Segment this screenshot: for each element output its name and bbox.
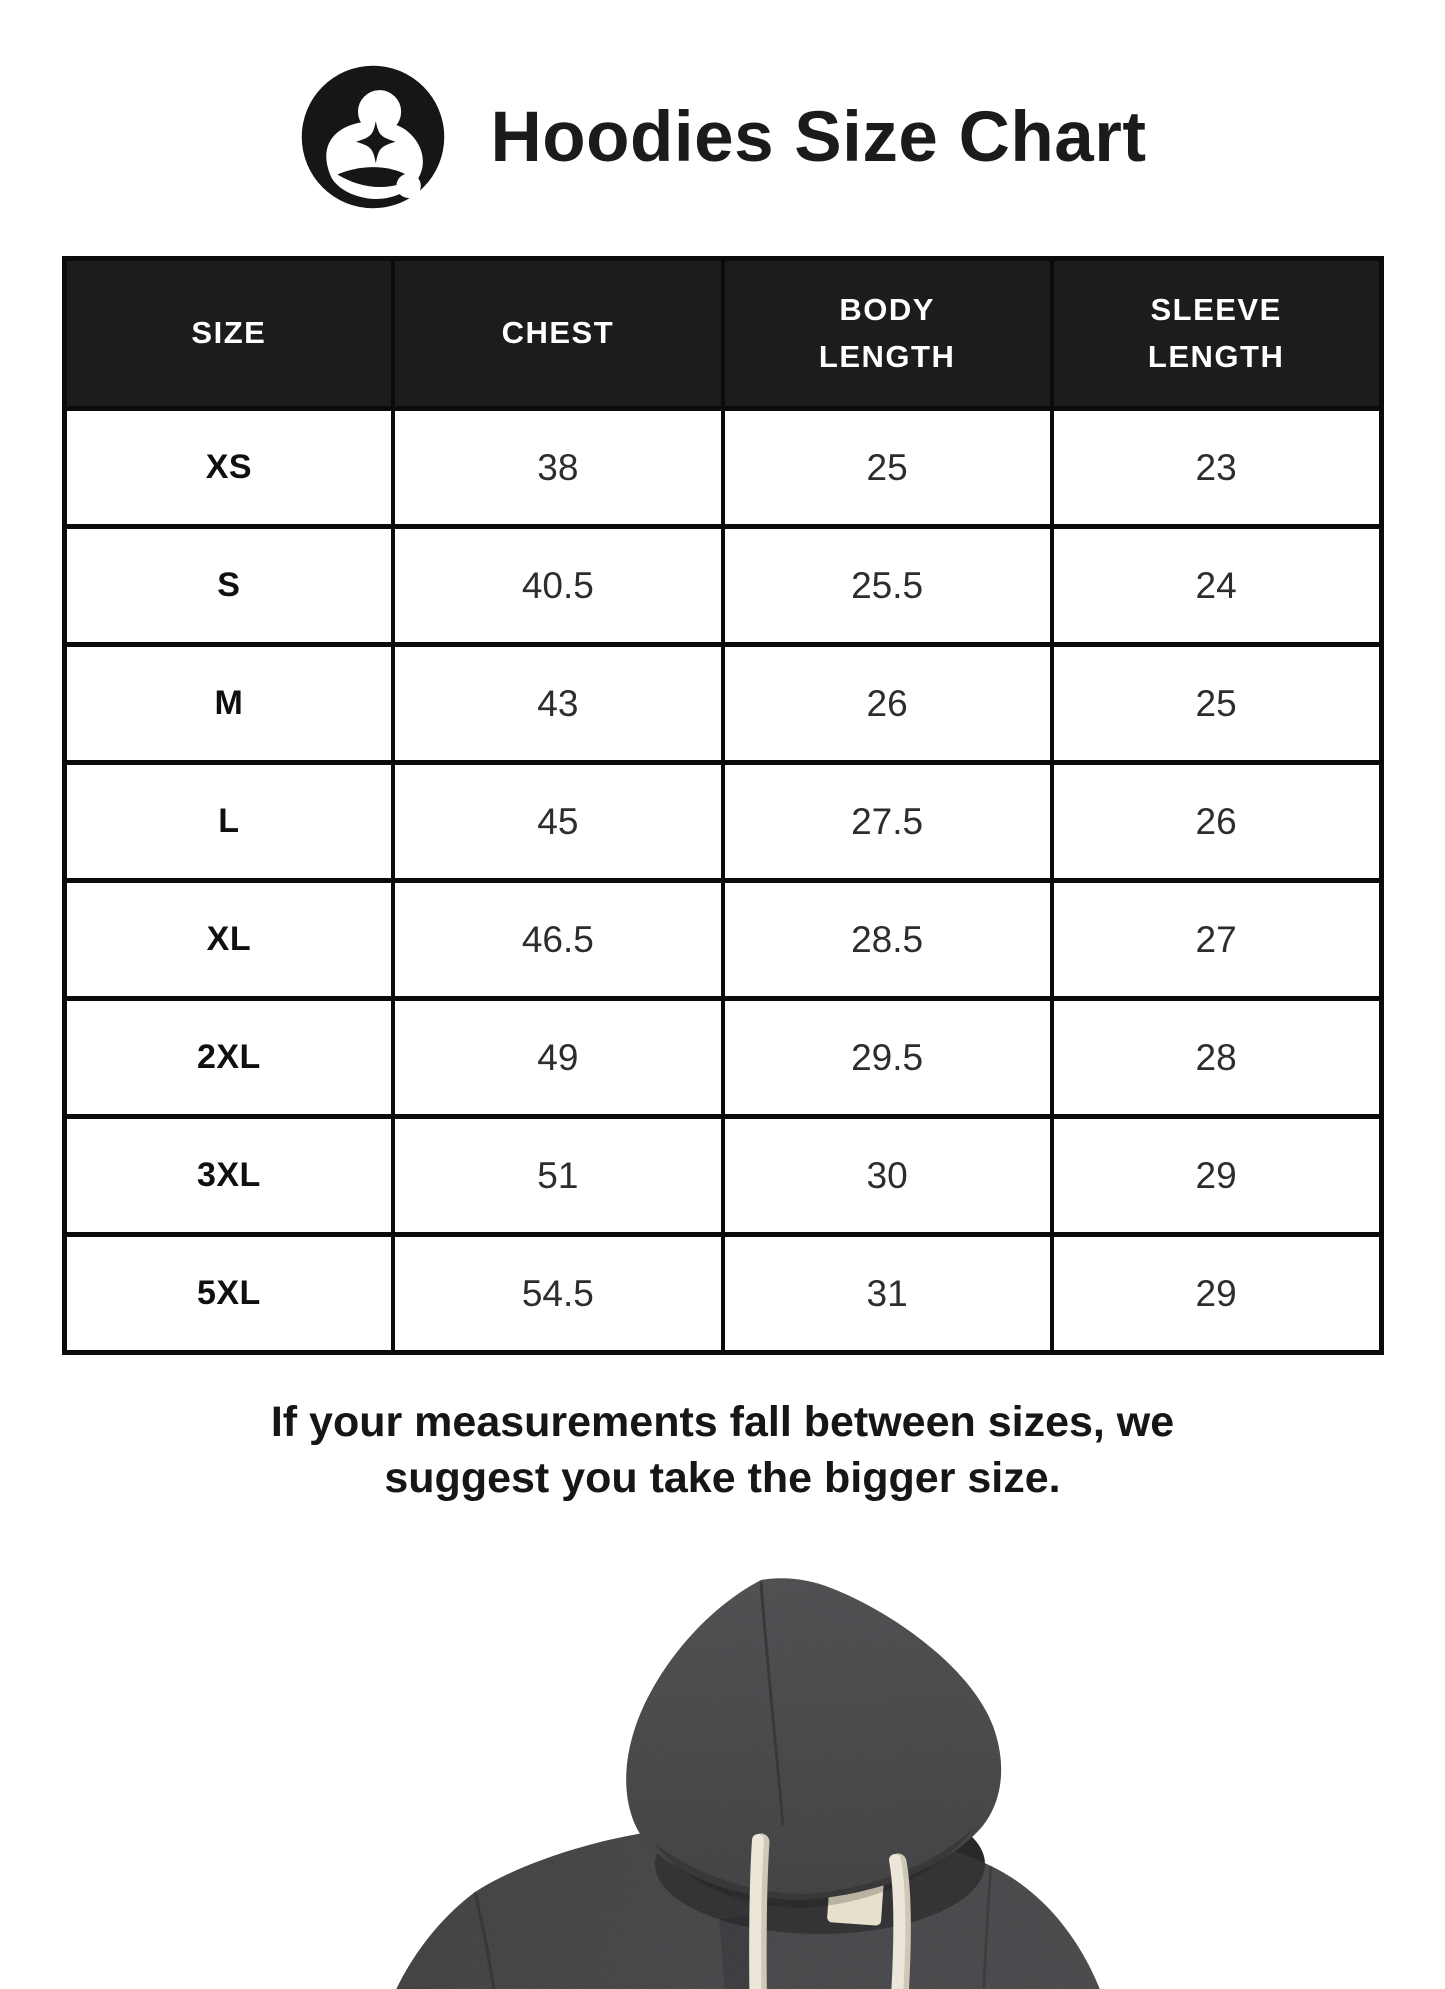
column-header-chest: CHEST bbox=[393, 259, 722, 409]
column-header-body-length: BODY LENGTH bbox=[723, 259, 1052, 409]
size-cell: M bbox=[64, 645, 393, 763]
page-root bbox=[0, 62, 1445, 1989]
sleeve-length-cell: 29 bbox=[1052, 1235, 1381, 1353]
body-length-cell: 25 bbox=[723, 409, 1052, 527]
table-row bbox=[64, 1117, 1381, 1235]
table-row bbox=[64, 645, 1381, 763]
column-header-size: SIZE bbox=[64, 259, 393, 409]
table-row bbox=[64, 763, 1381, 881]
size-cell: 2XL bbox=[64, 999, 393, 1117]
size-cell: S bbox=[64, 527, 393, 645]
chest-cell: 51 bbox=[393, 1117, 722, 1235]
body-length-cell: 26 bbox=[723, 645, 1052, 763]
chest-cell: 40.5 bbox=[393, 527, 722, 645]
sleeve-length-cell: 24 bbox=[1052, 527, 1381, 645]
body-length-cell: 25.5 bbox=[723, 527, 1052, 645]
table-row bbox=[64, 999, 1381, 1117]
body-length-cell: 31 bbox=[723, 1235, 1052, 1353]
chest-cell: 45 bbox=[393, 763, 722, 881]
column-header-sleeve-length: SLEEVE LENGTH bbox=[1052, 259, 1381, 409]
page-header bbox=[0, 62, 1445, 212]
sleeve-length-cell: 29 bbox=[1052, 1117, 1381, 1235]
body-length-cell: 30 bbox=[723, 1117, 1052, 1235]
table-row bbox=[64, 881, 1381, 999]
chest-cell: 54.5 bbox=[393, 1235, 722, 1353]
size-cell: 5XL bbox=[64, 1235, 393, 1353]
table-row bbox=[64, 409, 1381, 527]
sizing-note-line1: If your measurements fall between sizes, we bbox=[270, 1398, 1175, 1446]
sizing-note-line2: suggest you take the bigger size. bbox=[384, 1453, 1061, 1502]
sleeve-length-cell: 27 bbox=[1052, 881, 1381, 999]
body-length-cell: 27.5 bbox=[723, 763, 1052, 881]
table-body bbox=[64, 409, 1381, 1353]
body-length-cell: 29.5 bbox=[723, 999, 1052, 1117]
table-row bbox=[64, 527, 1381, 645]
chest-cell: 49 bbox=[393, 999, 722, 1117]
sleeve-length-cell: 23 bbox=[1052, 409, 1381, 527]
sleeve-length-cell: 25 bbox=[1052, 645, 1381, 763]
chest-cell: 43 bbox=[393, 645, 722, 763]
chest-cell: 38 bbox=[393, 409, 722, 527]
mother-and-child-logo-icon bbox=[298, 62, 448, 212]
table-row bbox=[64, 1235, 1381, 1353]
sleeve-length-cell: 26 bbox=[1052, 763, 1381, 881]
size-chart-table bbox=[62, 256, 1384, 1355]
chest-cell: 46.5 bbox=[393, 881, 722, 999]
table-header-row bbox=[64, 259, 1381, 409]
body-length-cell: 28.5 bbox=[723, 881, 1052, 999]
sizing-note bbox=[0, 1395, 1445, 1507]
table-header bbox=[64, 259, 1381, 409]
sleeve-length-cell: 28 bbox=[1052, 999, 1381, 1117]
size-cell: XL bbox=[64, 881, 393, 999]
size-cell: 3XL bbox=[64, 1117, 393, 1235]
page-title: Hoodies Size Chart bbox=[490, 97, 1147, 177]
size-cell: XS bbox=[64, 409, 393, 527]
size-cell: L bbox=[64, 763, 393, 881]
